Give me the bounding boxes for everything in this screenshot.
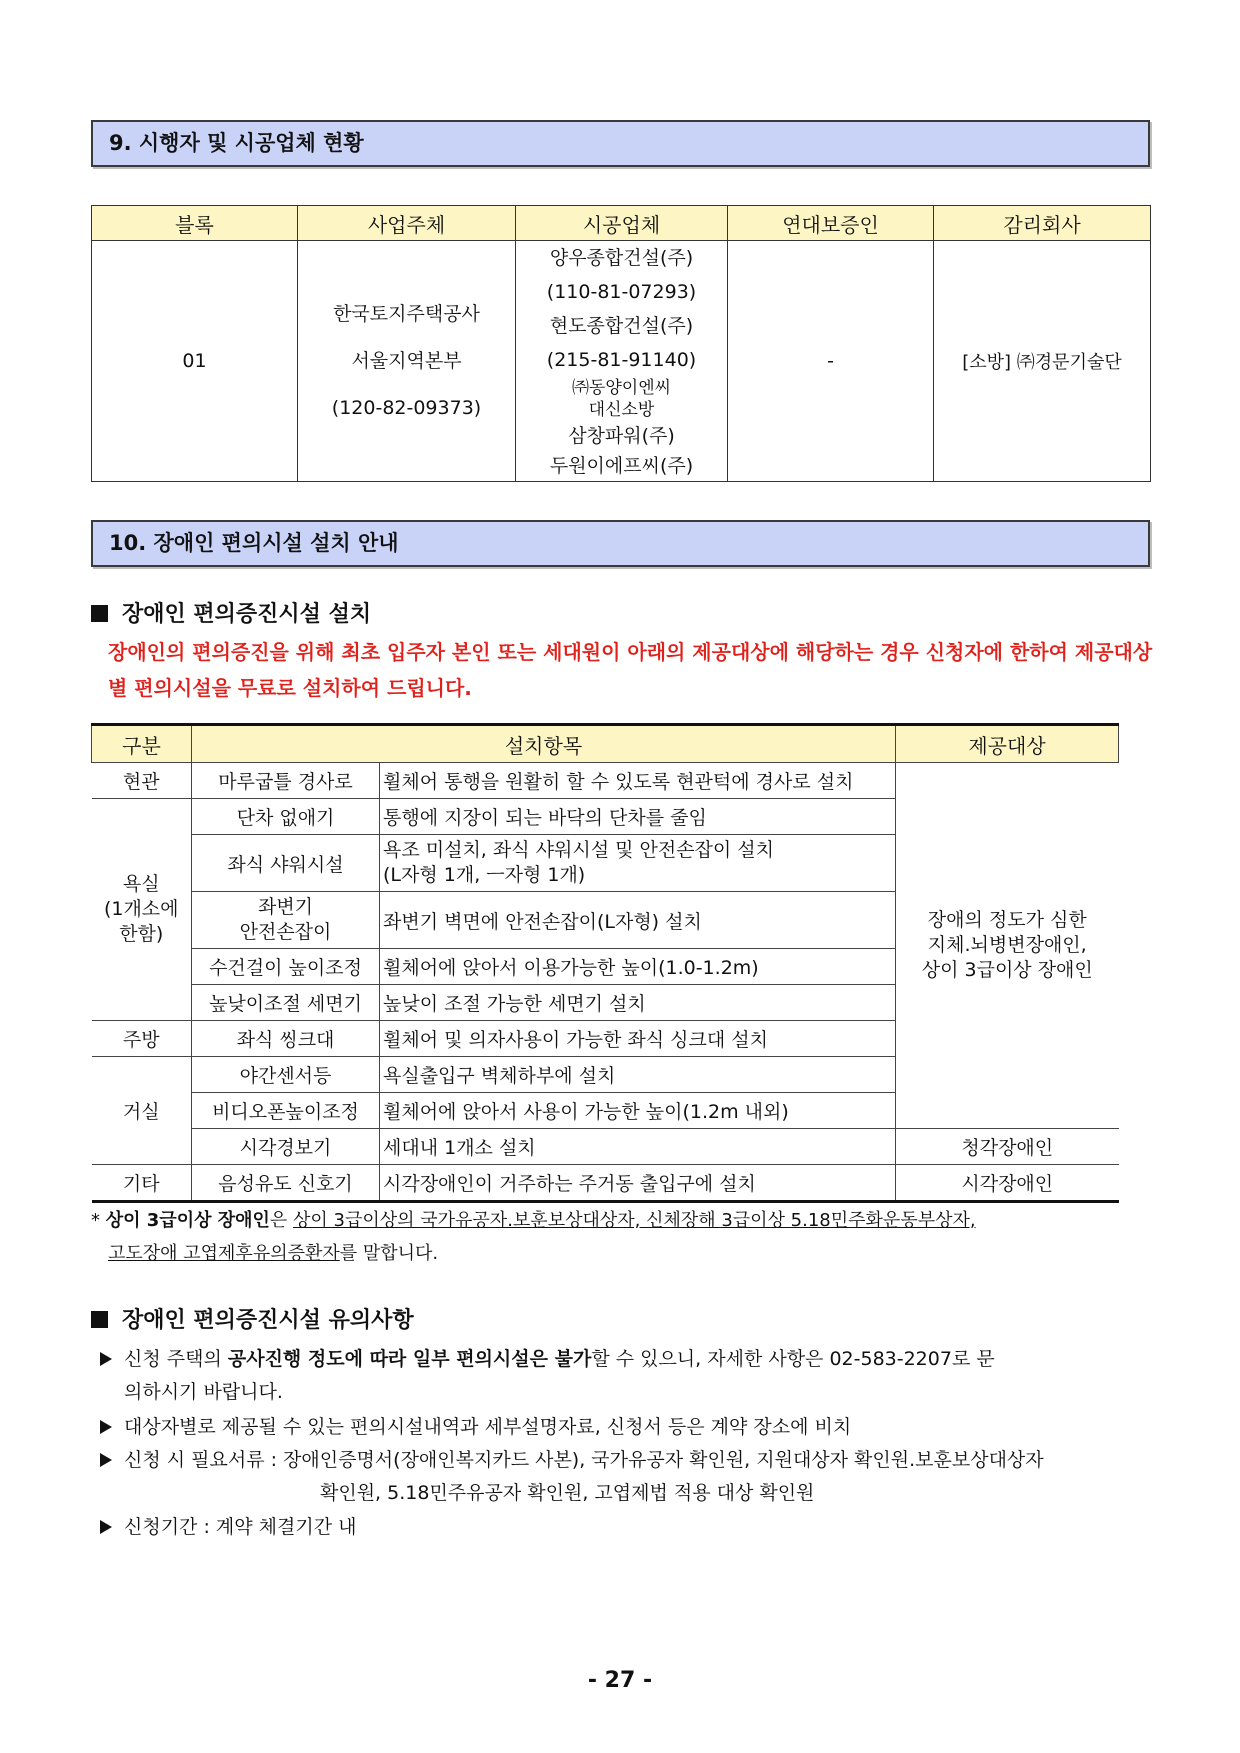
col-header-items: 설치항목 xyxy=(192,725,896,763)
bullet-text: 신청 주택의 xyxy=(124,1348,228,1370)
contractor-name: 양우종합건설(주) xyxy=(549,247,694,269)
triangle-bullet-icon xyxy=(100,1420,112,1434)
desc-line: (L자형 1개, ㅡ자형 1개) xyxy=(383,864,586,886)
desc-cell: 욕실출입구 벽체하부에 설치 xyxy=(380,1057,896,1093)
bullet-text: 확인원, 5.18민주유공자 확인원, 고엽제법 적용 대상 확인원 xyxy=(320,1482,815,1504)
supervisor-cell: [소방] ㈜경문기술단 xyxy=(934,241,1151,482)
contractor-name: 현도종합건설(주) xyxy=(549,315,694,337)
footnote-underline: 상이 3급이상의 국가유공자.보훈보상대상자, 신체장해 3급이상 5.18민주화운동부상자, xyxy=(293,1210,976,1231)
bullet-text: 신청 시 필요서류 : 장애인증명서(장애인복지카드 사본), 국가유공자 확인원, 지원대상자 확인원.보훈보상대상자 xyxy=(124,1449,1044,1471)
table-row xyxy=(92,1129,1119,1165)
bullet-item xyxy=(100,1444,1160,1510)
desc-cell: 휠체어에 앉아서 사용이 가능한 높이(1.2m 내외) xyxy=(380,1093,896,1129)
section10-title: 10. 장애인 편의시설 설치 안내 xyxy=(91,520,1150,567)
bullet-text: 의하시기 바랍니다. xyxy=(124,1381,283,1403)
table-header-row xyxy=(92,206,1151,241)
footnote xyxy=(91,1204,1161,1270)
table-header-row xyxy=(92,725,1119,763)
category-line: (1개소에 xyxy=(103,898,179,920)
col-header-supervisor: 감리회사 xyxy=(934,206,1151,241)
bullet-item xyxy=(100,1343,1160,1409)
footnote-bold: 상이 3급이상 장애인 xyxy=(105,1210,270,1231)
category-line: 한함) xyxy=(119,923,164,945)
target-line: 상이 3급이상 장애인 xyxy=(921,959,1093,981)
triangle-bullet-icon xyxy=(100,1520,112,1534)
subsection-title-install xyxy=(91,597,371,628)
desc-cell: 시각장애인이 거주하는 주거동 출입구에 설치 xyxy=(380,1165,896,1202)
bullet-bold-text: 공사진행 정도에 따라 일부 편의시설은 불가 xyxy=(227,1348,592,1370)
footnote-star: * xyxy=(91,1210,100,1231)
guarantor-cell: - xyxy=(728,241,934,482)
table-row xyxy=(92,241,1151,482)
desc-cell: 세대내 1개소 설치 xyxy=(380,1129,896,1165)
item-cell: 단차 없애기 xyxy=(192,799,380,835)
owner-cell xyxy=(298,241,516,482)
desc-cell: 높낮이 조절 가능한 세면기 설치 xyxy=(380,985,896,1021)
col-header-category: 구분 xyxy=(92,725,192,763)
section9-title: 9. 시행자 및 시공업체 현황 xyxy=(91,120,1150,167)
item-line: 좌변기 xyxy=(257,896,314,918)
subsection-title-text: 장애인 편의증진시설 유의사항 xyxy=(122,1308,414,1333)
block-cell: 01 xyxy=(92,241,298,482)
desc-cell: 좌변기 벽면에 안전손잡이(L자형) 설치 xyxy=(380,892,896,949)
category-bath xyxy=(92,799,192,1021)
page-number: - 27 - xyxy=(587,1668,653,1693)
square-bullet-icon xyxy=(91,605,108,622)
bullet-item xyxy=(100,1411,1160,1444)
subsection-title-text: 장애인 편의증진시설 설치 xyxy=(122,602,372,627)
target-main-cell xyxy=(896,763,1119,1129)
item-cell: 시각경보기 xyxy=(192,1129,380,1165)
target-line: 장애의 정도가 심한 xyxy=(927,909,1087,931)
category-kitchen: 주방 xyxy=(92,1021,192,1057)
target-line: 지체.뇌병변장애인, xyxy=(927,934,1087,956)
item-cell: 수건걸이 높이조정 xyxy=(192,949,380,985)
col-header-block: 블록 xyxy=(92,206,298,241)
category-entrance: 현관 xyxy=(92,763,192,799)
desc-cell xyxy=(380,835,896,892)
owner-regno: (120-82-09373) xyxy=(331,396,482,419)
contractor-table xyxy=(91,205,1151,482)
col-header-owner: 사업주체 xyxy=(298,206,516,241)
triangle-bullet-icon xyxy=(100,1453,112,1467)
notice-red: 장애인의 편의증진을 위해 최초 입주자 본인 또는 세대원이 아래의 제공대상에 해당하는 경우 신청자에 한하여 제공대상별 편의시설을 무료로 설치하여 드립니다. xyxy=(108,640,1153,700)
desc-cell: 통행에 지장이 되는 바닥의 단차를 줄임 xyxy=(380,799,896,835)
facility-table xyxy=(91,723,1119,1203)
item-cell: 음성유도 신호기 xyxy=(192,1165,380,1202)
desc-line: 욕조 미설치, 좌식 샤워시설 및 안전손잡이 설치 xyxy=(383,839,775,861)
subsection-title-notes xyxy=(91,1303,414,1334)
item-cell: 야간센서등 xyxy=(192,1057,380,1093)
table-row xyxy=(92,1165,1119,1202)
contractor-name: ㈜동양이엔씨 xyxy=(571,378,672,398)
item-cell: 높낮이조절 세면기 xyxy=(192,985,380,1021)
desc-cell: 휠체어 통행을 원활히 할 수 있도록 현관턱에 경사로 설치 xyxy=(380,763,896,799)
item-line: 안전손잡이 xyxy=(239,921,332,943)
bullet-text: 신청기간 : 계약 체결기간 내 xyxy=(124,1516,357,1538)
triangle-bullet-icon xyxy=(100,1352,112,1366)
bullet-item xyxy=(100,1511,1160,1544)
col-header-target: 제공대상 xyxy=(896,725,1119,763)
item-cell: 비디오폰높이조정 xyxy=(192,1093,380,1129)
contractor-regno: (215-81-91140) xyxy=(546,349,697,371)
category-line: 욕실 xyxy=(122,873,160,895)
desc-cell: 휠체어 및 의자사용이 가능한 좌식 싱크대 설치 xyxy=(380,1021,896,1057)
table-row xyxy=(92,763,1119,799)
target-visual-cell: 시각장애인 xyxy=(896,1165,1119,1202)
contractors-cell xyxy=(516,241,728,482)
footnote-text: 은 xyxy=(269,1210,288,1231)
category-other: 기타 xyxy=(92,1165,192,1202)
item-cell: 좌식 샤워시설 xyxy=(192,835,380,892)
contractor-name: 삼창파워(주) xyxy=(568,425,675,447)
col-header-guarantor: 연대보증인 xyxy=(728,206,934,241)
target-hearing-cell: 청각장애인 xyxy=(896,1129,1119,1165)
owner-name: 한국토지주택공사 xyxy=(333,302,480,325)
col-header-contractor: 시공업체 xyxy=(516,206,728,241)
contractor-name: 두원이에프씨(주) xyxy=(549,455,694,477)
contractor-name: 대신소방 xyxy=(588,400,655,420)
desc-cell: 휠체어에 앉아서 이용가능한 높이(1.0-1.2m) xyxy=(380,949,896,985)
footnote-underline: 고도장애 고엽제후유의증환자 xyxy=(108,1243,340,1264)
square-bullet-icon xyxy=(91,1311,108,1328)
category-living: 거실 xyxy=(92,1057,192,1165)
bullet-text: 할 수 있으니, 자세한 사항은 02-583-2207로 문 xyxy=(591,1348,995,1370)
contractor-regno: (110-81-07293) xyxy=(546,281,697,303)
owner-branch: 서울지역본부 xyxy=(351,349,462,372)
bullet-text: 대상자별로 제공될 수 있는 편의시설내역과 세부설명자료, 신청서 등은 계약 장소에 비치 xyxy=(124,1416,852,1438)
item-cell xyxy=(192,892,380,949)
item-cell: 좌식 씽크대 xyxy=(192,1021,380,1057)
footnote-text: 를 말합니다. xyxy=(339,1243,439,1264)
item-cell: 마루굽틀 경사로 xyxy=(192,763,380,799)
